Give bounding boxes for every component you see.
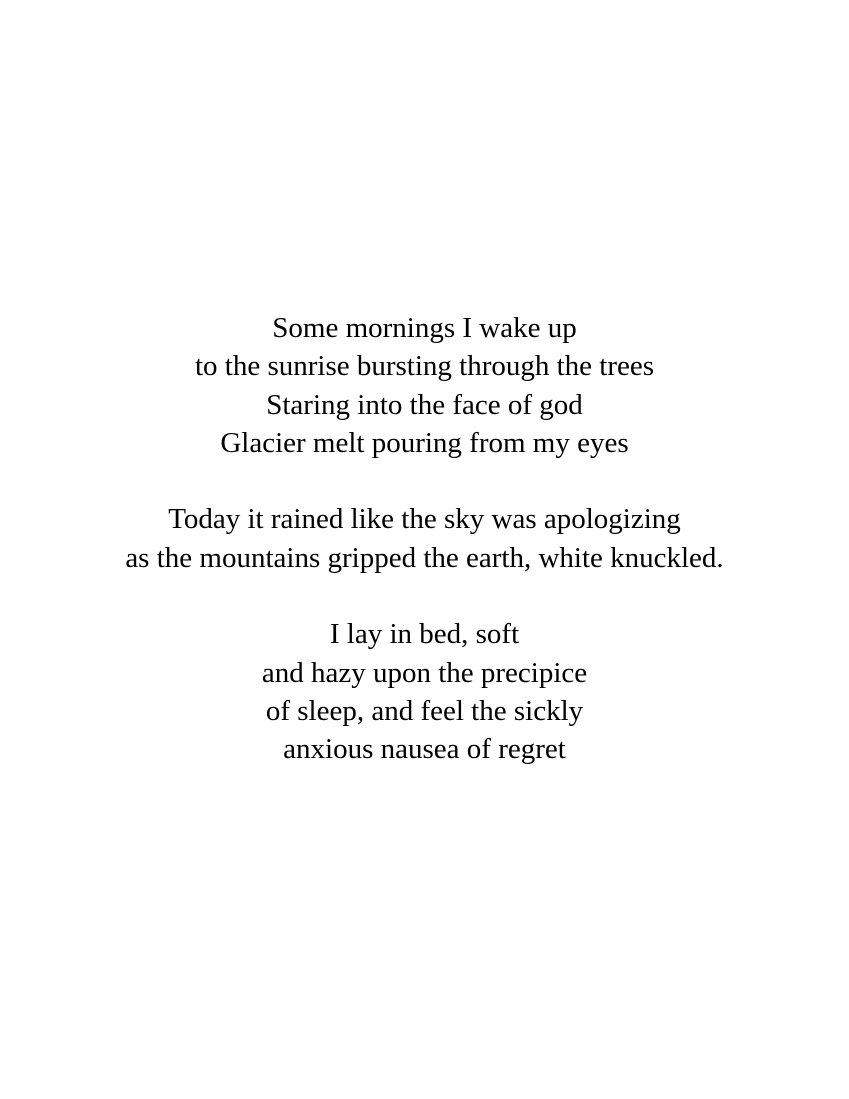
poem-line: of sleep, and feel the sickly [265, 694, 584, 727]
poem-line: Some mornings I wake up [272, 312, 577, 344]
stanza-3 [0, 615, 849, 768]
stanza-1 [0, 309, 849, 462]
poem-line: and hazy upon the precipice [261, 656, 588, 689]
stanza-2 [0, 500, 849, 577]
poem-line: to the sunrise bursting through the trees [194, 350, 655, 383]
poem-line: anxious nausea of regret [283, 733, 566, 766]
poem-line: Today it rained like the sky was apologizing [168, 503, 681, 536]
poem-line: Glacier melt pouring from my eyes [220, 426, 629, 459]
poem-line: I lay in bed, soft [329, 618, 520, 651]
poem-line: Staring into the face of god [266, 388, 583, 421]
poem-line: as the mountains gripped the earth, white knuckled. [125, 541, 724, 574]
poem [0, 309, 849, 769]
